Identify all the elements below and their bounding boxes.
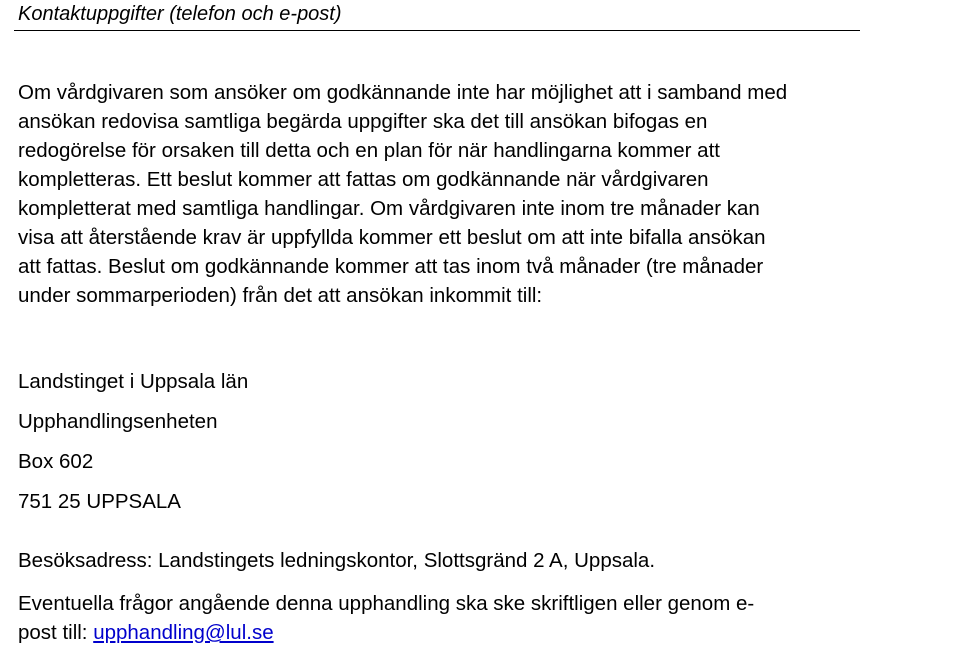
- address-organization: Landstinget i Uppsala län: [18, 370, 249, 393]
- paragraph-line: redogörelse för orsaken till detta och en plan för när handlingarna kommer att: [18, 139, 720, 162]
- email-link[interactable]: upphandling@lul.se: [93, 621, 274, 644]
- address-box: Box 602: [18, 450, 94, 473]
- visiting-address: Besöksadress: Landstingets ledningskontor, Slottsgränd 2 A, Uppsala.: [18, 549, 656, 572]
- paragraph-line: kompletterat med samtliga handlingar. Om vårdgivaren inte inom tre månader kan: [18, 197, 760, 220]
- paragraph-line: under sommarperioden) från det att ansökan inkommit till:: [18, 284, 543, 307]
- paragraph-line: visa att återstående krav är uppfyllda kommer ett beslut om att inte bifalla ansökan: [18, 226, 766, 249]
- paragraph-line: ansökan redovisa samtliga begärda uppgifter ska det till ansökan bifogas en: [18, 110, 708, 133]
- address-department: Upphandlingsenheten: [18, 410, 218, 433]
- contact-info-label: Kontaktuppgifter (telefon och e-post): [18, 3, 342, 25]
- paragraph-line: Om vårdgivaren som ansöker om godkännande inte har möjlighet att i samband med: [18, 81, 788, 104]
- paragraph-line: att fattas. Beslut om godkännande kommer att tas inom två månader (tre månader: [18, 255, 764, 278]
- contact-info-field: [14, 0, 860, 31]
- paragraph-line: kompletteras. Ett beslut kommer att fattas om godkännande när vårdgivaren: [18, 168, 709, 191]
- questions-line-2: [18, 618, 958, 647]
- approval-paragraph: [18, 78, 960, 310]
- questions-line: Eventuella frågor angående denna upphandling ska ske skriftligen eller genom e-: [18, 592, 755, 615]
- questions-paragraph: [18, 589, 958, 647]
- questions-prefix: post till:: [18, 621, 94, 644]
- address-postal: 751 25 UPPSALA: [18, 490, 181, 513]
- mailing-address: [18, 362, 918, 522]
